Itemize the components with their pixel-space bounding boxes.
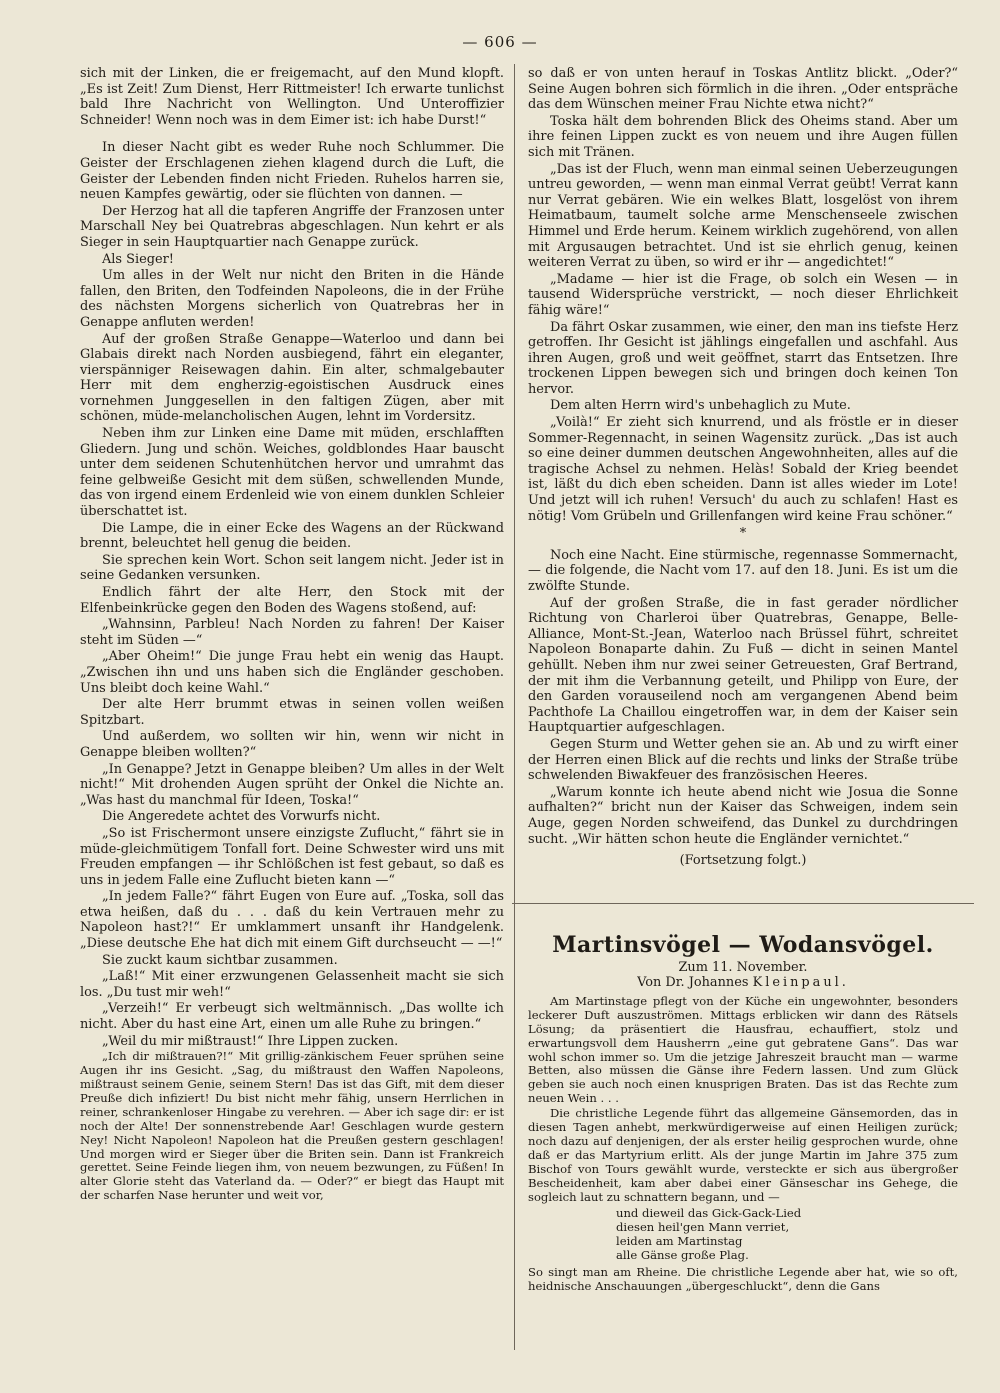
verse-line: diesen heil'gen Mann verriet, xyxy=(616,1220,790,1235)
paragraph: „In Genappe? Jetzt in Genappe bleiben? Um alles in der Welt nicht!“ Mit drohenden Augen sprüht der Onkel die Nichte an. „Was hast du manchmal für Ideen, Toska!“ xyxy=(80,761,504,808)
paragraph: Der alte Herr brummt etwas in seinen vollen weißen Spitzbart. xyxy=(80,697,504,728)
paragraph: In dieser Nacht gibt es weder Ruhe noch Schlummer. Die Geister der Erschlagenen ziehen klagend durch die Luft, die Geister der Lebenden finden nicht Frieden. Ruhelos harren sie, neuen Kampfes gewärtig, oder sie flüchten von dannen. — xyxy=(80,140,504,203)
paragraph: „Aber Oheim!“ Die junge Frau hebt ein wenig das Haupt. „Zwischen ihn und uns haben sich die Engländer geschoben. Uns bleibt doch keine Wahl.“ xyxy=(80,649,504,696)
paragraph: Dem alten Herrn wird's unbehaglich zu Mute. xyxy=(550,398,851,414)
paragraph: Die Lampe, die in einer Ecke des Wagens an der Rückwand brennt, beleuchtet hell genug die beiden. xyxy=(80,520,504,552)
article-paragraph: Die christliche Legende führt das allgemeine Gänsemorden, das in diesen Tagen anhebt, merkwürdigerweise auf einen Heiligen zurück; noch dazu auf denjenigen, der als erster heilig gesprochen wurde, ohne daß er das Martyrium erlitt. Als der junge Martin im Jahre 375 zum Bischof von Tours gewählt wurde, versteckte er sich aus übergroßer Bescheidenheit, kam aber dabei einer Gänseschar ins Gehege, die sogleich laut zu schnattern begann, und — xyxy=(528,1106,958,1204)
paragraph: Und außerdem, wo sollten wir hin, wenn wir nicht in Genappe bleiben wollten?“ xyxy=(80,729,504,760)
section-separator-star: * xyxy=(739,526,747,542)
article-paragraph: Am Martinstage pflegt von der Küche ein ungewohnter, besonders leckerer Duft auszuströmen. Mittags erblicken wir dann des Rätsels Lösung; da präsentiert die Hausfrau, echauffiert, stolz und erwartungsvoll dem Hausherrn „eine gut gebratene Gans“. Das war wohl schon immer so. Um die jetzige Jahreszeit braucht man — warme Betten, also müssen die Gänse ihre Federn lassen. Und zum Glück geben sie auch noch einen knusprigen Braten. Das ist das Rechte zum neuen Wein . . . xyxy=(528,993,958,1106)
paragraph: Auf der großen Straße Genappe—Waterloo und dann bei Glabais direkt nach Norden ausbiegend, fährt ein eleganter, vierspänniger Reisewagen dahin. Ein alter, schmalgebauter Herr mit dem engherzig-egoistischen Ausdruck eines vornehmen Junggesellen in den faltigen Zügen, aber mit schönen, müde-melancholischen Augen, lehnt im Vordersitz. xyxy=(80,331,504,425)
paragraph: „So ist Frischermont unsere einzigste Zuflucht,“ fährt sie in müde-gleichmütigem Tonfall fort. Deine Schwester wird uns mit Freuden empfangen — ihr Schlößchen ist fest gebaut, so daß es uns in jedem Falle eine Zuflucht bieten kann —“ xyxy=(80,825,504,888)
article-separator-rule xyxy=(512,903,974,904)
paragraph: so daß er von unten herauf in Toskas Antlitz blickt. „Oder?“ Seine Augen bohren sich förmlich in die ihren. „Oder entspräche das dem Wünschen meiner Frau Nichte etwa nicht?“ xyxy=(528,66,958,113)
paragraph: Endlich fährt der alte Herr, den Stock mit der Elfenbeinkrücke gegen den Boden des Wagens stoßend, auf: xyxy=(80,585,504,616)
page-number: — 606 — xyxy=(462,33,538,51)
continuation-note: (Fortsetzung folgt.) xyxy=(679,853,807,869)
article-paragraph: So singt man am Rheine. Die christliche Legende aber hat, wie so oft, heidnische Anschauungen „übergeschluckt“, denn die Gans xyxy=(528,1265,958,1293)
left-column xyxy=(80,66,504,1204)
paragraph: Neben ihm zur Linken eine Dame mit müden, erschlafften Gliedern. Jung und schön. Weiches, goldblondes Haar bauscht unter dem seidenen Schutenhütchen hervor und umrahmt das feine gelbweiße Gesicht mit dem süßen, schwellenden Munde, das von irgend einem Erdenleid wie von einem dunklen Schleier überschattet ist. xyxy=(80,426,504,520)
verse-line: alle Gänse große Plag. xyxy=(616,1248,749,1263)
paragraph: Gegen Sturm und Wetter gehen sie an. Ab und zu wirft einer der Herren einen Blick auf die rechts und links der Straße trübe schwelenden Biwakfeuer des französischen Heeres. xyxy=(528,736,958,784)
byline-prefix: Von Dr. Johannes xyxy=(637,975,749,991)
article-subtitle: Zum 11. November. xyxy=(678,959,808,975)
article-title: Martinsvögel — Wodansvögel. xyxy=(552,931,934,958)
paragraph: „Madame — hier ist die Frage, ob solch ein Wesen — in tausend Widersprüche verstrickt, — noch dieser Ehrlichkeit fähig wäre!“ xyxy=(528,271,958,318)
paragraph: „Voilà!“ Er zieht sich knurrend, und als fröstle er in dieser Sommer-Regennacht, in seinen Wagensitz zurück. „Das ist auch so eine deiner dummen deutschen Angewohnheiten, alles auf die tragische Achsel zu nehmen. Helàs! Sobald der Krieg beendet ist, läßt du dich eben scheiden. Dann ist alles wieder im Lote! Und jetzt will ich ruhen! Versuch' du auch zu schlafen! Hast es nötig! Vom Grübeln und Grillenfangen wird keine Frau schöner.“ xyxy=(528,415,958,524)
paragraph: „Verzeih!“ Er verbeugt sich weltmännisch. „Das wollte ich nicht. Aber du hast eine Art, einen um alle Ruhe zu bringen.“ xyxy=(80,1001,504,1033)
paragraph: Die Angeredete achtet des Vorwurfs nicht. xyxy=(102,809,381,825)
paragraph: „Laß!“ Mit einer erzwungenen Gelassenheit macht sie sich los. „Du tust mir weh!“ xyxy=(80,969,504,1000)
paragraph: Sie sprechen kein Wort. Schon seit langem nicht. Jeder ist in seine Gedanken versunken. xyxy=(80,552,504,584)
right-column xyxy=(528,66,958,1295)
paragraph: Da fährt Oskar zusammen, wie einer, den man ins tiefste Herz getroffen. Ihr Gesicht ist jählings eingefallen und aschfahl. Aus ihren Augen, groß und weit geöffnet, starrt das Entsetzen. Ihre trockenen Lippen bewegen sich und bringen doch keinen Ton hervor. xyxy=(528,319,958,397)
column-divider xyxy=(514,64,515,1350)
verse-line: leiden am Martinstag xyxy=(616,1234,743,1249)
paragraph: Toska hält dem bohrenden Blick des Oheims stand. Aber um ihre feinen Lippen zuckt es von neuem und ihre Augen füllen sich mit Tränen. xyxy=(528,113,958,160)
paragraph: „Weil du mir mißtraust!“ Ihre Lippen zucken. xyxy=(102,1033,399,1049)
article-body xyxy=(528,995,958,1294)
paragraph: Um alles in der Welt nur nicht den Briten in die Hände fallen, den Briten, den Todfeinden Napoleons, die in der Frühe des nächsten Morgens sicherlich von Quatrebras her in Genappe anfluten werden! xyxy=(80,268,504,330)
paragraph: Sie zuckt kaum sichtbar zusammen. xyxy=(102,952,338,968)
article-byline xyxy=(528,975,958,991)
paragraph: „Das ist der Fluch, wenn man einmal seinen Ueberzeugungen untreu geworden, — wenn man einmal Verrat geübt! Verrat kann nur Verrat gebären. Wie ein welkes Blatt, losgelöst von ihrem Heimatbaum, taumelt solche arme Menschenseele zwischen Himmel und Erde herum. Keinem wirklich zugehörend, von allen mit Argusaugen betrachtet. Und ist sie ehrlich genug, keinen weiteren Verrat zu üben, so wird er ihr — angedichtet!“ xyxy=(528,161,958,271)
paragraph: Der Herzog hat all die tapferen Angriffe der Franzosen unter Marschall Ney bei Quatrebras abgeschlagen. Nun kehrt er als Sieger in sein Hauptquartier nach Genappe zurück. xyxy=(80,203,504,250)
right-column-story xyxy=(528,66,958,847)
article-verse xyxy=(528,1207,958,1263)
paragraph: sich mit der Linken, die er freigemacht, auf den Mund klopft. „Es ist Zeit! Zum Dienst, Herr Rittmeister! Ich erwarte tunlichst bald Ihre Nachricht von Wellington. Und Unteroffizier Schneider! Wenn noch was in dem Eimer ist: ich habe Durst!“ xyxy=(80,66,504,128)
paragraph: Auf der großen Straße, die in fast gerader nördlicher Richtung von Charleroi über Quatrebras, Genappe, Belle-Alliance, Mont-St.-Jean, Waterloo nach Brüssel führt, schreitet Napoleon Bonaparte dahin. Zu Fuß — dicht in seinen Mantel gehüllt. Neben ihm nur zwei seiner Getreuesten, Graf Bertrand, der mit ihm die Verbannung geteilt, und Philipp von Eure, der den Garden vorauseilend noch am vergangenen Abend beim Pachthofe La Chaillou eingetroffen war, in dem der Kaiser sein Hauptquartier aufgeschlagen. xyxy=(528,595,958,736)
paragraph: „In jedem Falle?“ fährt Eugen von Eure auf. „Toska, soll das etwa heißen, daß du . . . daß du kein Vertrauen mehr zu Napoleon hast?!“ Er umklammert unsanft ihr Handgelenk. „Diese deutsche Ehe hat dich mit einem Gift durchseucht — —!“ xyxy=(80,889,504,952)
verse-line: und dieweil das Gick-Gack-Lied xyxy=(616,1206,802,1221)
paragraph: Als Sieger! xyxy=(102,251,174,267)
paragraph: „Warum konnte ich heute abend nicht wie Josua die Sonne aufhalten?“ bricht nun der Kaiser das Schweigen, indem sein Auge, gegen Norden schweifend, das Dunkel zu durchdringen sucht. „Wir hätten schon heute die Engländer vernichtet.“ xyxy=(528,784,958,847)
paragraph: „Ich dir mißtrauen?!“ Mit grillig-zänkischem Feuer sprühen seine Augen ihr ins Gesicht. „Sag, du mißtraust den Waffen Napoleons, mißtraust seinem Genie, seinem Stern! Das ist das Gift, mit dem dieser Preuße dich infiziert! Du bist nicht mehr fähig, unsern Herrlichen in reiner, schrankenloser Hingabe zu verehren. — Aber ich sage dir: er ist noch der Alte! Der sonnenstrebende Aar! Geschlagen wurde gestern Ney! Nicht Napoleon! Napoleon hat die Preußen gestern geschlagen! Und morgen wird er Sieger über die Briten sein. Dann ist Frankreich gerettet. Seine Feinde liegen ihm, von neuem bezwungen, zu Füßen! In alter Glorie steht das Vaterland da. — Oder?“ er biegt das Haupt mit der scharfen Nase herunter und weit vor, xyxy=(80,1049,504,1203)
paragraph: Noch eine Nacht. Eine stürmische, regennasse Sommernacht, — die folgende, die Nacht vom 17. auf den 18. Juni. Es ist um die zwölfte Stunde. xyxy=(528,547,958,594)
byline-name: Kleinpaul. xyxy=(752,975,849,991)
paragraph: „Wahnsinn, Parbleu! Nach Norden zu fahren! Der Kaiser steht im Süden —“ xyxy=(80,617,504,648)
